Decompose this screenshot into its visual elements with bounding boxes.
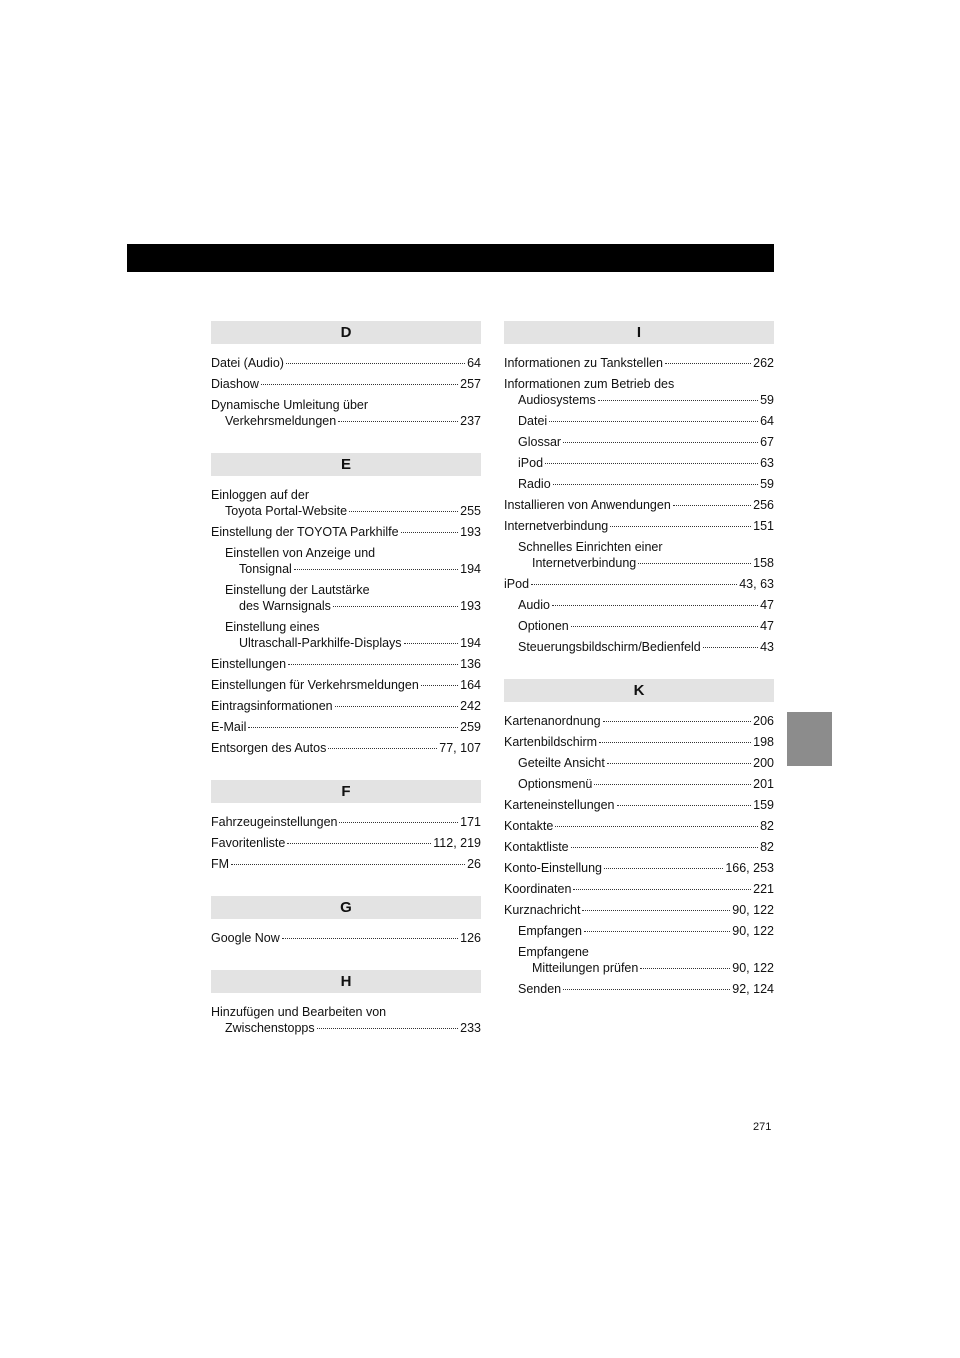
index-entry bbox=[504, 376, 774, 408]
index-entry-page: 193 bbox=[460, 599, 481, 613]
section-heading: E bbox=[211, 453, 481, 476]
dot-leader bbox=[531, 584, 737, 585]
index-entry-page: 47 bbox=[760, 598, 774, 612]
section-heading: D bbox=[211, 321, 481, 344]
index-entry-term: Hinzufügen und Bearbeiten von bbox=[211, 1005, 387, 1019]
index-entry-term: Einstellungen für Verkehrsmeldungen bbox=[211, 678, 419, 692]
section-heading: G bbox=[211, 896, 481, 919]
index-entry-page: 82 bbox=[760, 840, 774, 854]
dot-leader bbox=[553, 484, 758, 485]
index-entry-term: Einstellen von Anzeige und bbox=[225, 546, 376, 560]
index-entry bbox=[504, 713, 774, 729]
header-bar bbox=[127, 244, 774, 272]
index-entry bbox=[211, 835, 481, 851]
index-entry-term: Empfangene bbox=[518, 945, 589, 959]
index-entry-page: 237 bbox=[460, 414, 481, 428]
index-entry-term: Einstellung der Lautstärke bbox=[225, 583, 370, 597]
dot-leader bbox=[401, 532, 459, 533]
index-entry-term: Kontaktliste bbox=[504, 840, 569, 854]
index-entry-term: Kurznachricht bbox=[504, 903, 581, 917]
index-entry-page: 43 bbox=[760, 640, 774, 654]
dot-leader bbox=[604, 868, 723, 869]
index-entry bbox=[504, 476, 774, 492]
dot-leader bbox=[552, 605, 758, 606]
dot-leader bbox=[563, 442, 758, 443]
dot-leader bbox=[231, 864, 465, 865]
index-entry-page: 194 bbox=[460, 562, 481, 576]
section-heading: F bbox=[211, 780, 481, 803]
index-entry-page: 233 bbox=[460, 1021, 481, 1035]
index-entry bbox=[211, 582, 481, 614]
dot-leader bbox=[594, 784, 751, 785]
index-entry-term: Internetverbindung bbox=[504, 519, 609, 533]
index-entry-page: 90, 122 bbox=[732, 961, 774, 975]
index-entry-term: Google Now bbox=[211, 931, 280, 945]
index-entry-page: 59 bbox=[760, 477, 774, 491]
dot-leader bbox=[665, 363, 751, 364]
index-entry-page: 67 bbox=[760, 435, 774, 449]
section-entries bbox=[211, 993, 481, 1060]
section-heading: H bbox=[211, 970, 481, 993]
dot-leader bbox=[282, 938, 458, 939]
dot-leader bbox=[317, 1028, 459, 1029]
index-entry bbox=[211, 930, 481, 946]
index-entry-page: 171 bbox=[460, 815, 481, 829]
dot-leader bbox=[563, 989, 730, 990]
index-entry-term: Diashow bbox=[211, 377, 259, 391]
index-entry bbox=[504, 539, 774, 571]
index-entry-term-continued: Audiosystems bbox=[518, 393, 596, 407]
index-entry bbox=[504, 518, 774, 534]
index-entry-term: Einstellung der TOYOTA Parkhilfe bbox=[211, 525, 399, 539]
index-entry bbox=[504, 497, 774, 513]
dot-leader bbox=[571, 626, 758, 627]
index-entry-term: Schnelles Einrichten einer bbox=[518, 540, 663, 554]
index-entry bbox=[504, 881, 774, 897]
index-entry-term: Kontakte bbox=[504, 819, 554, 833]
index-entry bbox=[211, 740, 481, 756]
dot-leader bbox=[584, 931, 730, 932]
dot-leader bbox=[599, 742, 751, 743]
index-entry bbox=[504, 981, 774, 997]
dot-leader bbox=[335, 706, 459, 707]
index-column-left bbox=[211, 321, 481, 1060]
index-entry-term: Koordinaten bbox=[504, 882, 572, 896]
dot-leader bbox=[294, 569, 458, 570]
dot-leader bbox=[617, 805, 752, 806]
dot-leader bbox=[261, 384, 458, 385]
page-number: 271 bbox=[753, 1121, 772, 1133]
index-entry bbox=[211, 719, 481, 735]
index-entry-page: 90, 122 bbox=[732, 903, 774, 917]
dot-leader bbox=[638, 563, 751, 564]
index-entry-term: Datei (Audio) bbox=[211, 356, 284, 370]
index-entry bbox=[211, 397, 481, 429]
index-entry-term: Eintragsinformationen bbox=[211, 699, 333, 713]
index-entry-term: Audio bbox=[518, 598, 550, 612]
index-entry-term-continued: Toyota Portal-Website bbox=[225, 504, 348, 518]
index-entry-term: Informationen zu Tankstellen bbox=[504, 356, 663, 370]
index-entry-page: 201 bbox=[753, 777, 774, 791]
index-entry-term: Empfangen bbox=[518, 924, 582, 938]
index-entry-page: 259 bbox=[460, 720, 481, 734]
dot-leader bbox=[573, 889, 751, 890]
index-entry-term-continued: Ultraschall-Parkhilfe-Displays bbox=[239, 636, 402, 650]
dot-leader bbox=[555, 826, 758, 827]
index-entry-term: Konto-Einstellung bbox=[504, 861, 602, 875]
index-entry bbox=[211, 814, 481, 830]
index-entry bbox=[211, 1004, 481, 1036]
index-entry bbox=[504, 860, 774, 876]
index-entry bbox=[504, 797, 774, 813]
dot-leader bbox=[404, 643, 459, 644]
dot-leader bbox=[673, 505, 751, 506]
index-entry-page: 221 bbox=[753, 882, 774, 896]
dot-leader bbox=[287, 843, 431, 844]
index-entry-term: iPod bbox=[504, 577, 530, 591]
index-entry bbox=[504, 734, 774, 750]
index-entry-term: Entsorgen des Autos bbox=[211, 741, 327, 755]
index-entry-page: 136 bbox=[460, 657, 481, 671]
index-entry-term-continued: Tonsignal bbox=[239, 562, 292, 576]
chapter-tab bbox=[787, 712, 832, 766]
index-entry-page: 63 bbox=[760, 456, 774, 470]
index-entry bbox=[211, 524, 481, 540]
section-heading: K bbox=[504, 679, 774, 702]
index-entry-page: 194 bbox=[460, 636, 481, 650]
index-entry-term: Einstellungen bbox=[211, 657, 287, 671]
index-entry-page: 158 bbox=[753, 556, 774, 570]
index-entry bbox=[504, 355, 774, 371]
section-entries bbox=[504, 344, 774, 679]
index-entry-page: 166, 253 bbox=[725, 861, 774, 875]
index-entry-page: 64 bbox=[467, 356, 481, 370]
section-entries bbox=[504, 702, 774, 1021]
index-entry bbox=[211, 355, 481, 371]
index-entry bbox=[211, 376, 481, 392]
index-entry-term: Glossar bbox=[518, 435, 562, 449]
index-entry-term: Dynamische Umleitung über bbox=[211, 398, 369, 412]
index-entry-page: 112, 219 bbox=[433, 836, 481, 850]
index-entry-term: Radio bbox=[518, 477, 551, 491]
index-entry-term-continued: des Warnsignals bbox=[239, 599, 331, 613]
dot-leader bbox=[421, 685, 458, 686]
index-entry-term: Kartenbildschirm bbox=[504, 735, 598, 749]
index-entry bbox=[504, 944, 774, 976]
index-entry-term: Einloggen auf der bbox=[211, 488, 309, 502]
index-entry-page: 151 bbox=[753, 519, 774, 533]
index-entry-term: iPod bbox=[518, 456, 544, 470]
section-entries bbox=[211, 803, 481, 896]
index-entry-term: Senden bbox=[518, 982, 562, 996]
index-entry-page: 256 bbox=[753, 498, 774, 512]
index-entry bbox=[504, 923, 774, 939]
index-entry-page: 90, 122 bbox=[732, 924, 774, 938]
index-entry-term: FM bbox=[211, 857, 230, 871]
index-entry bbox=[211, 656, 481, 672]
index-entry-term: Optionen bbox=[518, 619, 569, 633]
index-entry-term-continued: Mitteilungen prüfen bbox=[532, 961, 639, 975]
index-entry bbox=[211, 619, 481, 651]
index-entry-page: 43, 63 bbox=[739, 577, 774, 591]
section-entries bbox=[211, 476, 481, 780]
dot-leader bbox=[339, 822, 458, 823]
index-entry bbox=[504, 902, 774, 918]
index-entry bbox=[211, 545, 481, 577]
index-entry-term: Einstellung eines bbox=[225, 620, 320, 634]
index-entry bbox=[504, 576, 774, 592]
dot-leader bbox=[333, 606, 458, 607]
index-entry-page: 159 bbox=[753, 798, 774, 812]
index-entry-term: Steuerungsbildschirm/Bedienfeld bbox=[518, 640, 701, 654]
index-column-right bbox=[504, 321, 774, 1021]
section-entries bbox=[211, 919, 481, 970]
index-entry-page: 126 bbox=[460, 931, 481, 945]
dot-leader bbox=[607, 763, 751, 764]
dot-leader bbox=[598, 400, 758, 401]
index-entry bbox=[211, 487, 481, 519]
index-entry-page: 164 bbox=[460, 678, 481, 692]
dot-leader bbox=[640, 968, 730, 969]
dot-leader bbox=[549, 421, 758, 422]
dot-leader bbox=[545, 463, 758, 464]
index-entry-term-continued: Verkehrsmeldungen bbox=[225, 414, 337, 428]
section-entries bbox=[211, 344, 481, 453]
index-entry-term: Kartenanordnung bbox=[504, 714, 601, 728]
index-entry bbox=[211, 677, 481, 693]
index-entry-page: 59 bbox=[760, 393, 774, 407]
index-entry-term: E-Mail bbox=[211, 720, 247, 734]
index-entry-page: 262 bbox=[753, 356, 774, 370]
index-entry bbox=[504, 434, 774, 450]
index-entry bbox=[504, 776, 774, 792]
index-entry-term-continued: Internetverbindung bbox=[532, 556, 637, 570]
dot-leader bbox=[288, 664, 458, 665]
index-entry-page: 193 bbox=[460, 525, 481, 539]
index-entry-page: 198 bbox=[753, 735, 774, 749]
index-entry bbox=[211, 856, 481, 872]
index-entry-page: 242 bbox=[460, 699, 481, 713]
index-entry-page: 64 bbox=[760, 414, 774, 428]
index-entry-page: 47 bbox=[760, 619, 774, 633]
dot-leader bbox=[338, 421, 458, 422]
index-entry-term: Optionsmenü bbox=[518, 777, 593, 791]
index-entry-term: Karteneinstellungen bbox=[504, 798, 615, 812]
index-entry bbox=[504, 455, 774, 471]
dot-leader bbox=[582, 910, 730, 911]
index-entry bbox=[211, 698, 481, 714]
dot-leader bbox=[603, 721, 752, 722]
index-entry bbox=[504, 597, 774, 613]
index-entry-term: Installieren von Anwendungen bbox=[504, 498, 671, 512]
index-entry bbox=[504, 639, 774, 655]
index-entry-term: Fahrzeugeinstellungen bbox=[211, 815, 338, 829]
index-entry-page: 77, 107 bbox=[439, 741, 481, 755]
index-entry bbox=[504, 755, 774, 771]
index-entry-term: Informationen zum Betrieb des bbox=[504, 377, 675, 391]
section-heading: I bbox=[504, 321, 774, 344]
index-entry-term: Favoritenliste bbox=[211, 836, 286, 850]
index-entry-page: 257 bbox=[460, 377, 481, 391]
dot-leader bbox=[571, 847, 758, 848]
index-entry-page: 200 bbox=[753, 756, 774, 770]
index-entry-term-continued: Zwischenstopps bbox=[225, 1021, 315, 1035]
index-entry-term: Datei bbox=[518, 414, 548, 428]
dot-leader bbox=[349, 511, 458, 512]
index-entry bbox=[504, 818, 774, 834]
dot-leader bbox=[610, 526, 751, 527]
index-entry-term: Geteilte Ansicht bbox=[518, 756, 605, 770]
index-entry-page: 92, 124 bbox=[732, 982, 774, 996]
dot-leader bbox=[248, 727, 458, 728]
index-entry-page: 82 bbox=[760, 819, 774, 833]
index-entry bbox=[504, 839, 774, 855]
index-entry-page: 206 bbox=[753, 714, 774, 728]
index-entry-page: 26 bbox=[467, 857, 481, 871]
dot-leader bbox=[286, 363, 465, 364]
dot-leader bbox=[328, 748, 437, 749]
index-entry bbox=[504, 618, 774, 634]
index-entry bbox=[504, 413, 774, 429]
dot-leader bbox=[703, 647, 758, 648]
index-entry-page: 255 bbox=[460, 504, 481, 518]
